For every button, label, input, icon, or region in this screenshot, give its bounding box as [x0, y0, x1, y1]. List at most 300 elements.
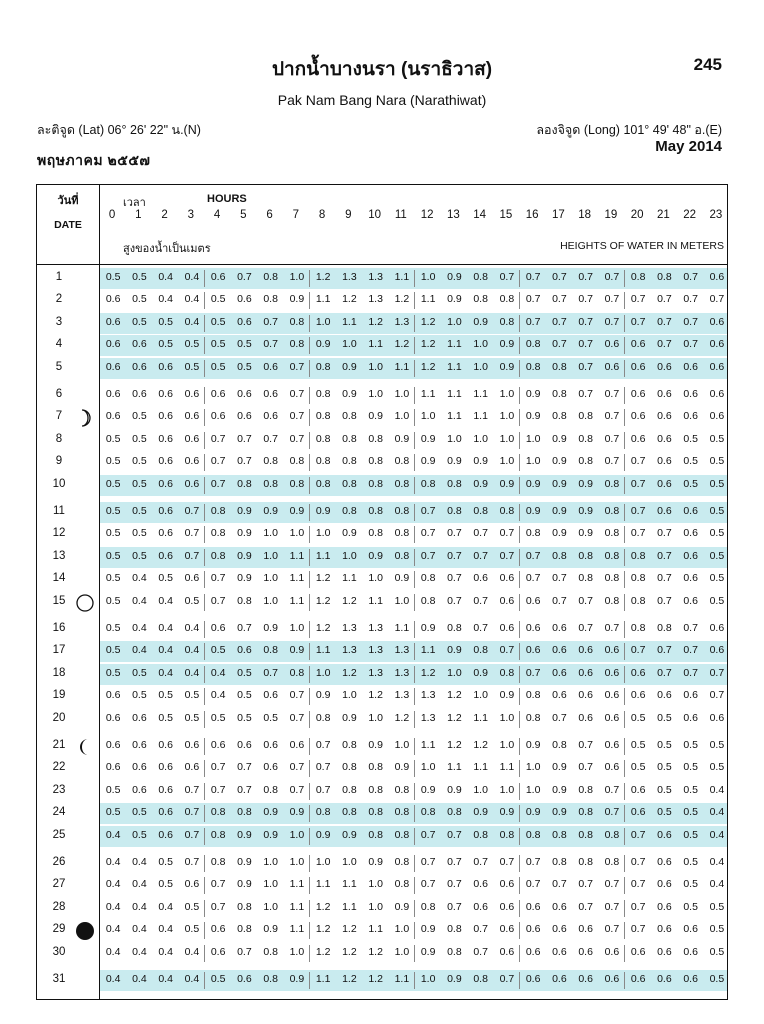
height-cell: 1.1 [420, 388, 436, 400]
height-cell: 0.7 [499, 644, 515, 657]
height-cell: 0.8 [289, 477, 305, 490]
height-cell: 0.5 [709, 739, 725, 751]
date-cell: 7 [55, 410, 63, 423]
height-cell: 0.6 [158, 477, 173, 490]
height-cell: 0.6 [657, 945, 672, 958]
height-cell: 0.8 [342, 739, 357, 751]
height-cell: 0.4 [105, 973, 121, 985]
height-cell: 0.6 [499, 878, 515, 891]
height-cell: 0.5 [158, 856, 173, 868]
hour-group-divider [309, 360, 310, 377]
hour-group-divider [414, 549, 415, 566]
height-cell: 0.8 [315, 410, 331, 423]
height-cell: 0.6 [578, 689, 593, 702]
height-cell: 0.6 [683, 689, 698, 702]
height-cell: 1.0 [473, 432, 488, 445]
table-row [37, 290, 727, 311]
height-cell: 0.7 [289, 388, 305, 400]
hour-group-divider [519, 805, 520, 822]
hour-group-divider [204, 828, 205, 845]
height-cell: 0.8 [578, 410, 593, 423]
height-cell: 0.5 [683, 783, 698, 796]
height-cell: 0.5 [657, 783, 672, 796]
height-cell: 0.8 [473, 505, 488, 517]
date-cell: 31 [52, 973, 66, 985]
hour-label: 12 [420, 209, 434, 221]
height-cell: 1.3 [368, 271, 383, 283]
height-cell: 0.8 [210, 828, 226, 841]
height-cell: 1.0 [394, 923, 410, 936]
height-cell: 0.7 [315, 739, 331, 751]
hour-group-divider [624, 594, 625, 611]
height-cell: 0.6 [237, 644, 252, 657]
height-cell: 0.5 [105, 477, 121, 490]
height-cell: 1.0 [368, 711, 383, 724]
height-cell: 0.7 [552, 711, 567, 724]
height-cell: 0.8 [315, 432, 331, 445]
hour-group-divider [309, 711, 310, 728]
hour-group-divider [519, 477, 520, 494]
height-cell: 1.0 [263, 856, 278, 868]
height-cell: 0.7 [630, 455, 646, 468]
hour-group-divider [624, 738, 625, 755]
hour-label: 3 [187, 209, 195, 221]
height-cell: 0.4 [105, 878, 121, 891]
height-cell: 0.6 [105, 293, 121, 306]
height-cell: 0.8 [368, 761, 383, 774]
hour-group-divider [624, 711, 625, 728]
height-cell: 0.8 [394, 806, 410, 819]
height-cell: 0.5 [210, 315, 226, 328]
height-cell: 0.7 [604, 315, 620, 328]
height-cells [100, 898, 727, 919]
height-cell: 0.7 [683, 644, 698, 657]
height-cell: 0.4 [184, 271, 200, 283]
height-cell: 0.8 [604, 828, 620, 841]
hour-label: 22 [683, 209, 697, 221]
height-cell: 0.6 [552, 666, 567, 679]
hour-group-divider [414, 828, 415, 845]
height-cell: 0.8 [342, 783, 357, 796]
height-cell: 0.8 [630, 594, 646, 607]
height-cell: 0.5 [105, 271, 121, 283]
hour-group-divider [624, 900, 625, 917]
height-cell: 0.8 [578, 549, 593, 562]
height-cell: 0.9 [578, 477, 593, 490]
height-cell: 0.5 [132, 271, 147, 283]
height-cell: 0.4 [158, 293, 173, 306]
hours-label: HOURS [207, 193, 247, 205]
height-cell: 0.7 [210, 761, 226, 774]
height-cell: 0.6 [237, 973, 252, 985]
hour-group-divider [204, 945, 205, 962]
date-cell: 18 [52, 666, 66, 679]
height-cell: 0.4 [132, 644, 147, 657]
height-cell: 0.6 [630, 806, 646, 819]
hour-label: 18 [578, 209, 592, 221]
height-cell: 0.9 [499, 806, 515, 819]
hour-group-divider [624, 805, 625, 822]
hour-group-divider [414, 666, 415, 683]
height-cell: 0.5 [683, 432, 698, 445]
height-cell: 1.0 [473, 689, 488, 702]
height-cell: 0.5 [630, 739, 646, 751]
height-cell: 0.9 [237, 549, 252, 562]
height-cell: 0.6 [657, 360, 672, 373]
height-cell: 0.5 [105, 527, 121, 540]
height-cell: 0.5 [158, 878, 173, 891]
height-cell: 0.5 [210, 973, 226, 985]
height-cell: 0.7 [289, 410, 305, 423]
height-cell: 0.6 [158, 505, 173, 517]
height-cell: 0.6 [683, 594, 698, 607]
height-cell: 1.1 [289, 878, 305, 891]
height-cell: 1.1 [420, 644, 436, 657]
height-cell: 0.7 [210, 878, 226, 891]
height-cell: 1.0 [368, 388, 383, 400]
height-cell: 0.9 [263, 622, 278, 634]
height-cell: 0.5 [683, 455, 698, 468]
height-cells [100, 875, 727, 896]
height-cell: 1.0 [499, 783, 515, 796]
height-cell: 1.1 [394, 973, 410, 985]
hour-group-divider [414, 360, 415, 377]
height-cell: 1.0 [315, 315, 331, 328]
hour-group-divider [414, 571, 415, 588]
height-cell: 0.4 [132, 856, 147, 868]
hour-group-divider [624, 409, 625, 426]
height-cell: 0.6 [105, 711, 121, 724]
height-cell: 0.5 [105, 594, 121, 607]
height-cell: 0.9 [525, 477, 541, 490]
height-cells [100, 430, 727, 451]
height-cell: 0.7 [289, 761, 305, 774]
height-cell: 0.7 [630, 878, 646, 891]
height-cell: 0.6 [552, 689, 567, 702]
height-cell: 0.8 [368, 455, 383, 468]
hour-group-divider [519, 315, 520, 332]
height-cell: 0.8 [447, 923, 462, 936]
height-cell: 1.1 [368, 338, 383, 351]
height-cell: 1.1 [447, 410, 462, 423]
height-cell: 1.0 [263, 878, 278, 891]
height-cell: 1.1 [289, 923, 305, 936]
height-cell: 1.0 [473, 338, 488, 351]
height-cell: 0.9 [420, 923, 436, 936]
hour-group-divider [414, 643, 415, 660]
height-cell: 0.9 [289, 973, 305, 985]
height-cell: 0.6 [709, 315, 725, 328]
height-cell: 1.2 [420, 360, 436, 373]
table-row [37, 686, 727, 707]
height-cell: 0.8 [315, 388, 331, 400]
hour-group-divider [624, 504, 625, 521]
height-cell: 0.6 [630, 410, 646, 423]
hour-group-divider [309, 972, 310, 989]
height-cell: 0.5 [105, 572, 121, 585]
table-row [37, 619, 727, 640]
hour-group-divider [414, 688, 415, 705]
height-cell: 1.0 [289, 271, 305, 283]
height-cell: 0.7 [210, 900, 226, 913]
height-cell: 0.4 [132, 572, 147, 585]
height-cell: 0.7 [237, 455, 252, 468]
height-cell: 0.6 [499, 622, 515, 634]
hour-group-divider [309, 315, 310, 332]
height-cell: 0.5 [158, 315, 173, 328]
hour-group-divider [204, 337, 205, 354]
hour-group-divider [309, 855, 310, 872]
height-cell: 0.8 [525, 527, 541, 540]
height-cell: 0.6 [604, 666, 620, 679]
height-cell: 0.4 [158, 271, 173, 283]
height-cell: 0.6 [657, 689, 672, 702]
height-cell: 0.8 [210, 549, 226, 562]
height-cell: 0.7 [525, 878, 541, 891]
hour-group-divider [519, 688, 520, 705]
hour-group-divider [624, 337, 625, 354]
height-cell: 0.6 [263, 388, 278, 400]
height-cell: 0.7 [604, 432, 620, 445]
height-cell: 0.7 [578, 293, 593, 306]
height-cells [100, 853, 727, 874]
hour-group-divider [414, 738, 415, 755]
height-cell: 0.5 [237, 338, 252, 351]
hour-header-row [99, 209, 729, 227]
height-cell: 0.7 [604, 271, 620, 283]
height-cell: 0.6 [210, 410, 226, 423]
height-cell: 0.8 [342, 505, 357, 517]
height-cell: 0.6 [709, 410, 725, 423]
hour-group-divider [624, 643, 625, 660]
height-cell: 0.7 [210, 572, 226, 585]
height-cell: 1.0 [394, 594, 410, 607]
height-cell: 0.6 [552, 622, 567, 634]
height-cell: 0.9 [315, 689, 331, 702]
hour-group-divider [519, 387, 520, 404]
height-cell: 0.6 [578, 666, 593, 679]
height-cell: 0.5 [105, 806, 121, 819]
height-cell: 0.5 [105, 644, 121, 657]
height-cell: 0.6 [184, 388, 200, 400]
height-cell: 0.6 [657, 828, 672, 841]
height-cell: 0.6 [473, 900, 488, 913]
hour-label: 9 [345, 209, 352, 221]
header-bottom-rule [37, 264, 727, 265]
hour-group-divider [624, 315, 625, 332]
height-cell: 0.7 [184, 549, 200, 562]
height-cell: 0.6 [552, 973, 567, 985]
height-cell: 0.9 [263, 828, 278, 841]
height-cell: 1.2 [394, 711, 410, 724]
date-cell: 25 [52, 828, 66, 841]
height-cell: 0.5 [105, 505, 121, 517]
height-cell: 0.5 [709, 945, 725, 958]
hour-group-divider [519, 643, 520, 660]
height-cell: 0.8 [368, 477, 383, 490]
height-cell: 1.3 [394, 644, 410, 657]
height-cell: 0.4 [709, 856, 725, 868]
height-cell: 0.4 [132, 973, 147, 985]
date-cell: 29 [52, 923, 66, 936]
height-cell: 0.6 [499, 900, 515, 913]
height-cell: 0.7 [525, 666, 541, 679]
height-cell: 1.0 [499, 739, 515, 751]
height-cell: 0.6 [709, 271, 725, 283]
hour-label: 20 [630, 209, 644, 221]
height-cell: 0.9 [525, 739, 541, 751]
height-cells [100, 313, 727, 334]
hour-group-divider [624, 432, 625, 449]
height-cell: 0.7 [263, 338, 278, 351]
height-cell: 0.5 [105, 622, 121, 634]
height-cell: 0.9 [447, 293, 462, 306]
height-cell: 1.0 [499, 388, 515, 400]
height-cell: 1.2 [368, 315, 383, 328]
height-cell: 0.7 [420, 856, 436, 868]
height-cell: 0.8 [499, 505, 515, 517]
hour-group-divider [624, 828, 625, 845]
date-cell: 4 [55, 338, 63, 351]
height-cell: 0.9 [525, 806, 541, 819]
height-cell: 0.4 [210, 666, 226, 679]
height-cell: 1.1 [473, 761, 488, 774]
height-cell: 0.5 [709, 900, 725, 913]
height-cell: 0.8 [394, 527, 410, 540]
height-cell: 0.9 [420, 622, 436, 634]
height-cell: 0.7 [578, 315, 593, 328]
height-cell: 0.8 [552, 739, 567, 751]
height-cell: 0.9 [499, 360, 515, 373]
height-cell: 0.9 [394, 761, 410, 774]
hour-group-divider [624, 922, 625, 939]
height-cell: 1.1 [420, 739, 436, 751]
hour-group-divider [309, 805, 310, 822]
height-cell: 1.2 [420, 338, 436, 351]
height-cell: 0.8 [604, 549, 620, 562]
hour-group-divider [309, 945, 310, 962]
height-cell: 1.1 [394, 271, 410, 283]
height-cell: 0.6 [578, 644, 593, 657]
height-cell: 0.8 [394, 856, 410, 868]
table-row [37, 547, 727, 568]
height-cell: 0.5 [105, 549, 121, 562]
height-cell: 1.3 [342, 622, 357, 634]
height-cell: 0.6 [210, 945, 226, 958]
height-cells [100, 736, 727, 757]
hour-group-divider [309, 643, 310, 660]
hour-group-divider [414, 711, 415, 728]
height-cell: 0.8 [525, 689, 541, 702]
height-cell: 0.7 [499, 527, 515, 540]
hour-group-divider [519, 666, 520, 683]
height-cell: 0.5 [184, 594, 200, 607]
height-cell: 0.6 [683, 973, 698, 985]
height-cell: 0.4 [105, 923, 121, 936]
height-cell: 0.5 [709, 455, 725, 468]
height-cell: 0.6 [525, 900, 541, 913]
height-cell: 0.8 [473, 828, 488, 841]
height-cells [100, 758, 727, 779]
height-cell: 1.0 [394, 945, 410, 958]
height-cell: 0.4 [158, 973, 173, 985]
height-cell: 0.4 [132, 923, 147, 936]
height-cell: 0.7 [630, 315, 646, 328]
height-cell: 0.8 [315, 477, 331, 490]
height-cell: 0.6 [132, 338, 147, 351]
height-cell: 0.5 [105, 432, 121, 445]
height-cell: 0.6 [237, 388, 252, 400]
height-cell: 0.9 [237, 828, 252, 841]
height-cell: 1.0 [289, 527, 305, 540]
height-cell: 1.3 [368, 644, 383, 657]
height-cell: 0.8 [578, 828, 593, 841]
height-cell: 0.7 [447, 549, 462, 562]
height-cell: 0.4 [184, 293, 200, 306]
height-cell: 0.5 [709, 505, 725, 517]
height-cell: 0.8 [630, 572, 646, 585]
height-cell: 0.8 [237, 923, 252, 936]
hour-group-divider [624, 387, 625, 404]
height-cell: 0.7 [473, 549, 488, 562]
height-cell: 0.6 [263, 739, 278, 751]
height-cell: 0.7 [237, 761, 252, 774]
height-cell: 0.7 [683, 338, 698, 351]
hour-group-divider [414, 900, 415, 917]
hour-group-divider [204, 855, 205, 872]
height-cell: 0.8 [394, 878, 410, 891]
hour-group-divider [414, 409, 415, 426]
height-cell: 0.9 [420, 783, 436, 796]
height-cell: 0.8 [263, 455, 278, 468]
height-cells [100, 781, 727, 802]
height-cell: 1.0 [420, 761, 436, 774]
height-cell: 0.6 [158, 739, 173, 751]
date-cell: 21 [52, 739, 66, 751]
table-row [37, 592, 727, 613]
height-cell: 0.8 [394, 828, 410, 841]
height-cell: 0.6 [263, 360, 278, 373]
hour-label: 23 [709, 209, 723, 221]
height-cell: 0.7 [184, 828, 200, 841]
hour-group-divider [624, 688, 625, 705]
height-cell: 1.2 [315, 923, 331, 936]
hour-group-divider [624, 666, 625, 683]
height-cells [100, 335, 727, 356]
height-cell: 0.5 [683, 878, 698, 891]
height-cell: 1.2 [342, 945, 357, 958]
hour-group-divider [519, 409, 520, 426]
hour-group-divider [204, 688, 205, 705]
height-cell: 0.7 [210, 432, 226, 445]
height-cell: 0.8 [289, 315, 305, 328]
hour-group-divider [414, 292, 415, 309]
height-cell: 0.8 [525, 711, 541, 724]
height-cell: 1.1 [394, 622, 410, 634]
height-cell: 0.7 [237, 432, 252, 445]
date-cell: 11 [53, 505, 65, 517]
height-cell: 0.7 [447, 594, 462, 607]
height-cell: 0.9 [237, 856, 252, 868]
height-cell: 0.9 [342, 711, 357, 724]
hour-group-divider [204, 409, 205, 426]
height-cell: 1.0 [394, 739, 410, 751]
height-cell: 0.6 [158, 828, 173, 841]
hour-label: 21 [656, 209, 670, 221]
height-cell: 0.9 [237, 878, 252, 891]
height-cell: 0.7 [657, 338, 672, 351]
height-cell: 0.7 [657, 293, 672, 306]
